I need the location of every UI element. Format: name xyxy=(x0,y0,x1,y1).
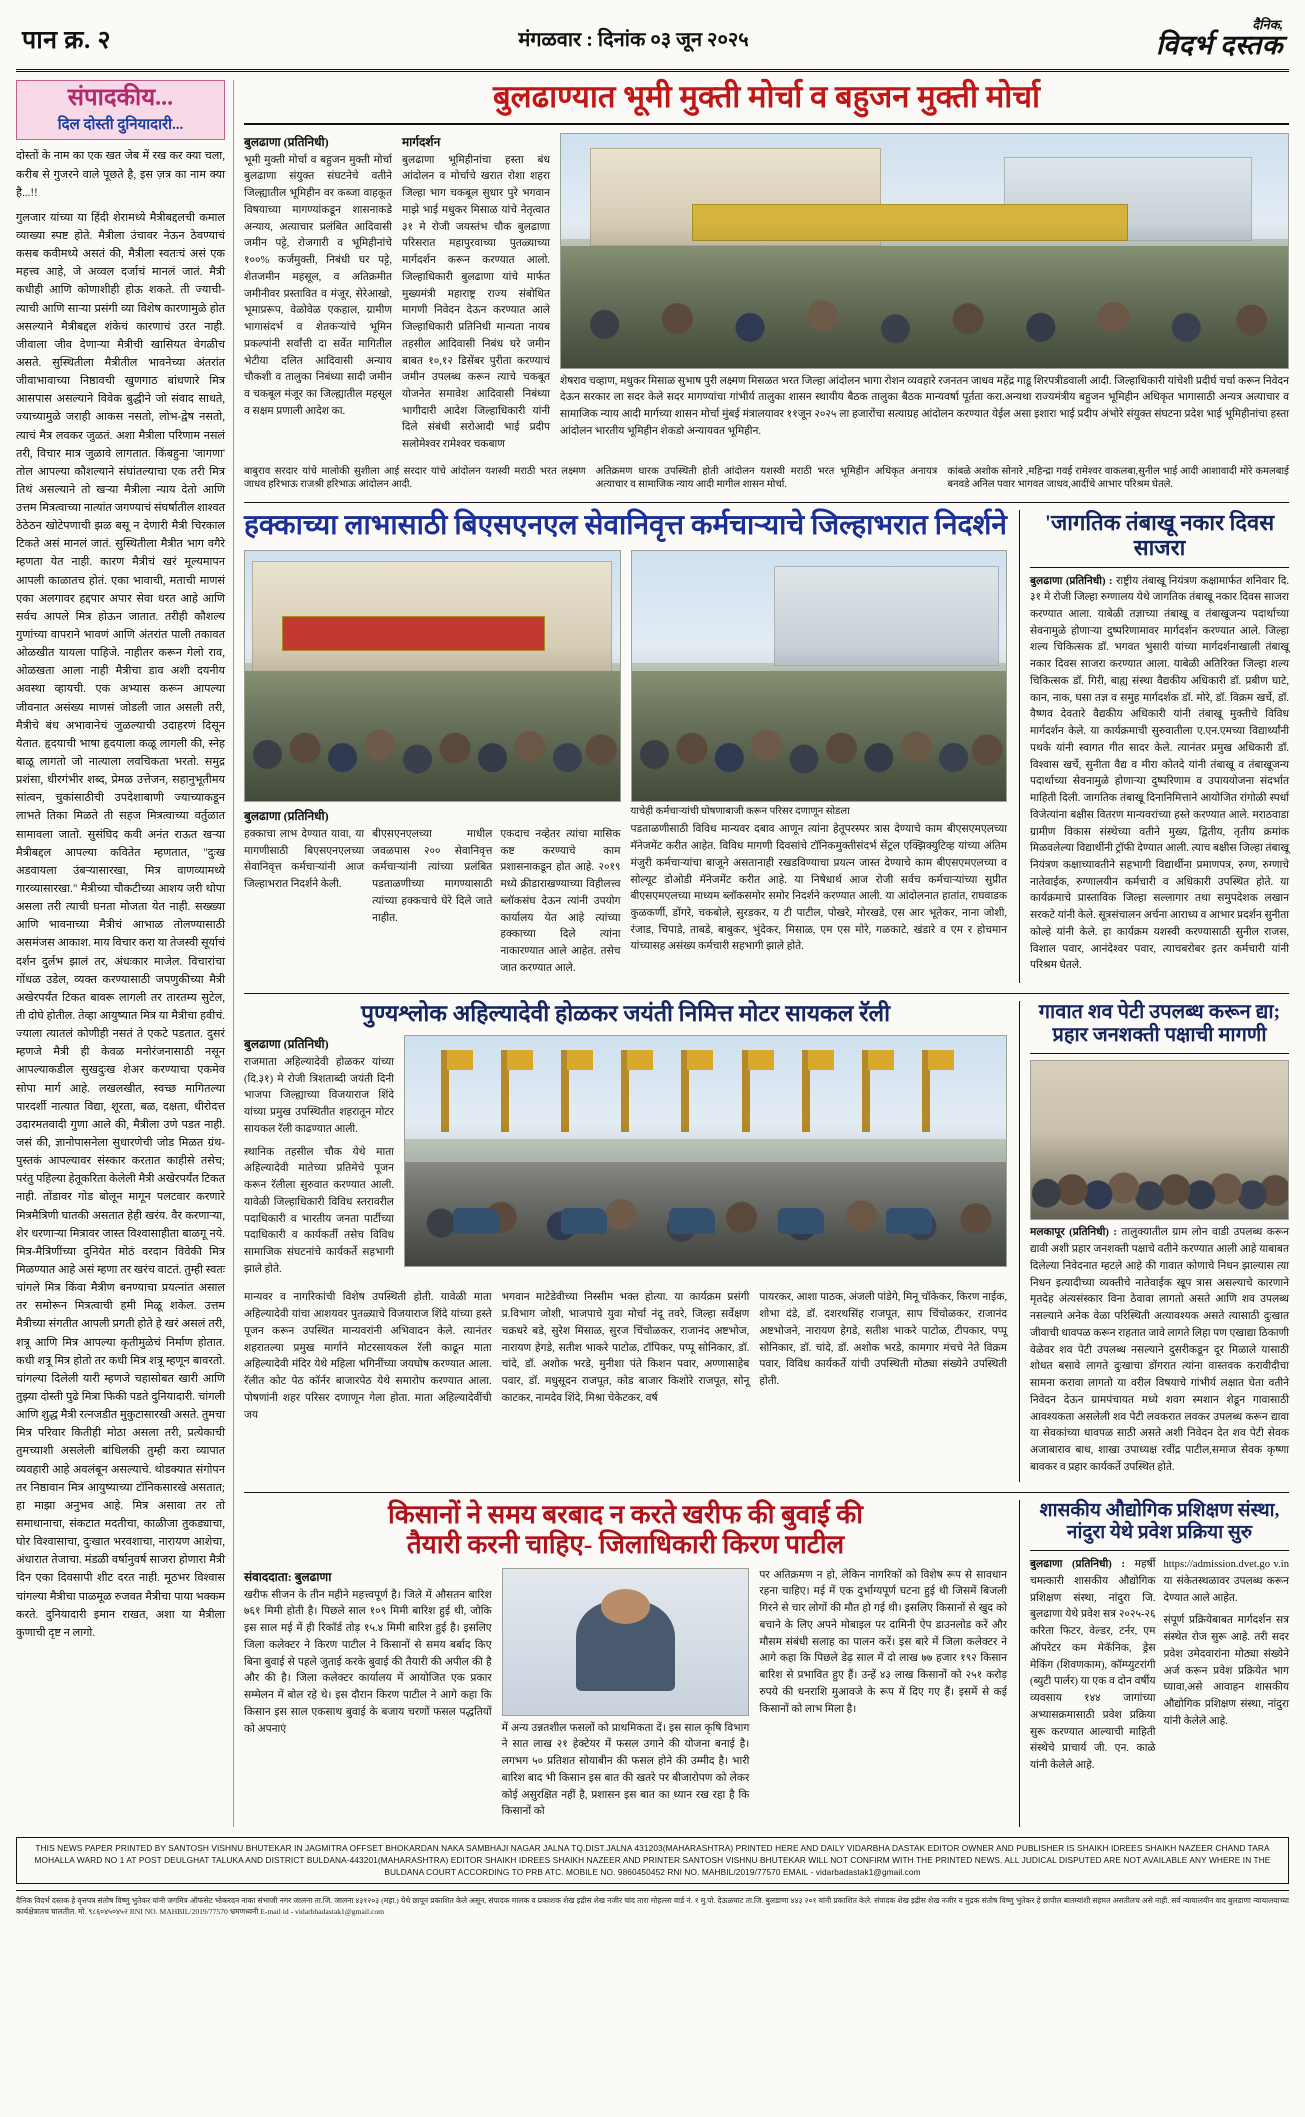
tobacco-text: राष्ट्रीय तंबाखू नियंत्रण कक्षामार्फत शनिवार दि. ३१ मे रोजी जिल्हा रुग्णालय येथे जागतिक तंबाखू नकार दिवस साजरा करण्यात आला. याबेळी तज्ञाच्या तंबाखू व तंबाखूजन्य पदार्थाच्या सेवनामुळे होणाऱ्या दुष्परिणामावर मार्गदर्शन करण्यात आले. जिल्हा शल्य चिकित्सक डॉ. भगवत भुसारी यांच्या मार्गदर्शनाखाली तंबाखू नकार दिवस साजरा करण्यात आला. याबेळी अतिरिक्त जिल्हा शल्य चिकित्सक डॉ. गिरी, बाह्य संस्था वैद्यकीय अधिकारी डॉ. प्रबीण घाटे, कान, नाक, घसा तज्ञ व समुह मार्गदर्शक डॉ. मोरे, डॉ. विक्रम खर्चे, डॉ. वैष्णव देवतारे वैद्यकीय अधिकारी यांनी तंबाखू मुक्तीचे विविध मार्गदर्शन केले. या कार्यक्रमाची सुरुवातीला ए.एन.एमच्या विद्यार्थ्यांनी पथके यांनी स्वागत गीत सादर केले. त्यानंतर प्रमुख अधिकारी डॉ. विश्वास खर्चे, सुनीता वैद्य व मीरा कोतदे यांनी तंबाखू व तंबाखूजन्य पदार्थाच्या सेवनामुळे होणाऱ्या दुष्परिणाम व उपाययोजना संदर्भात माहिती दिली. जागतिक तंबाखू दिनानिमित्ताने आयोजित रांगोळी स्पर्धा विजेत्यांना बक्षीस वितरण मान्यवरांच्या हस्ते करण्यात आले. मराठवाडा ग्रामीण विकास संस्थेच्या वतीने मुख्य, द्वितीय, तृतीय क्रमांक मिळवलेल्या विद्यार्थीनी ट्रॉफी देण्यात आली. त्याच बक्षीस जिल्हा तंबाखू नियंत्रण कक्षाच्यावतीने सहभागी विद्यार्थीना प्रमाणपत्र, रुग्ण, रुग्णाचे नातेवाईक, रुग्णालयीन कर्मचारी व अधिकारी उपस्थित होते. या कार्यक्रमाचे प्रास्ताविक जिल्हा सल्लागार तथा समुपदेशक लखान सरकटे यांनी केले. सूत्रसंचालन अर्चना आराध्य व आभार प्रदर्शन सुनीता कोल्हे यांनी केले. हा कार्यक्रम यशस्वी करण्यासाठी सुनील राजस, विशाल पवार, आनंदेश्वर पवार, त्याचबरोबर इतर कर्मचारी यांनी परिश्रम घेतले. xyxy=(1030,575,1290,972)
bsnl-photo xyxy=(244,550,621,802)
bsnl-text-4: पडताळणीसाठी विविध मान्यवर दबाव आणून त्यांना हेतूपरस्पर त्रास देण्याचे काम बीएसएमएलच्या मॅनेजमेंट करीत आहेत. विविध मागणी दिवसांचे टॉनिकमुक्तीसंदर्भ सेंट्रल एक्झिक्युटिव्ह यांच्या अंतिम मंजुरी कर्मचाऱ्यांचा बाजूने असतानाही रखडविण्याचा प्रयत्न जास्त देण्याचे काम बीएसएमएलच्या व सोल्यूट डोओडी मॅनेजमेंट करीत आहे. या निषेधार्थ आज रोजी सर्वच कर्मचाऱ्यांच्या सुप्रीत बीएसएमएलच्या माध्यम ब्लॉकसमोर समोर निदर्शने करण्यात आली. या आंदोलनात हातांत, राघवाडक कुळकर्णी, डोंगरे, चकबोले, सुरडकर, य टी पाटील, पोखरे, मोरखडे, एस आर भूतेकर, नाना जोशी, रंजाड, चिपाडे, ताबडे, बाबुकर, भुंदेकर, मिसाळ, एम एस मोरे, गळकाटे, खंडारे व एम र होचमान यांच्यासह असंख्य कर्मचारी सहभागी झाले होते. xyxy=(630,824,1007,953)
iti-text-2: https://admission.dvet.go v.in या संकेतस्थळावर उपलब्ध करून देण्यात आले आहेत. xyxy=(1163,1559,1289,1604)
footer-english-text: THIS NEWS PAPER PRINTED BY SANTOSH VISHNU BHUTEKAR IN JAGMITRA OFFSET BHOKARDAN NAKA SAMBHAJI NAGAR JALNA TQ.DIST.JALNA 431203(MAHARASHTRA) PRINTED HERE AND DAILY VIDARBHA DASTAK EDITOR OWNER AND PUBLISHER IS SHAIKH IDREES SHAIKH NAZEER CHAND TARA MOHALLA WARD NO 1 AT POST DEULGHAT TALUKA AND DISTRICT BULDANA-443201(MAHARASHTRA) EDITOR SHAIKH IDREES SHAIKH NAZEER AND PRINTER SANTOSH VISHNU BHUTEKAR WILL NOT CONFIRM WITH THE PRINTED NEWS. ALL JUDICAL DISPUTED ARE NOT AVAILABLE ANY WHERE IN THE BULDANA COURT ACCORDING TO PRB ATC. MOBILE NO. 9860450452 RNI NO. MAHBIL/2019/77570 EMAIL - vidarbadastak1@gmail.com xyxy=(34,1843,1271,1877)
footer-imprint-marathi xyxy=(16,1890,1289,1917)
tobacco-byline: बुलढाणा (प्रतिनिधी) : xyxy=(1030,575,1113,587)
lead-text-1: भूमी मुक्ती मोर्चा व बहुजन मुक्ती मोर्चा बुलढाणा संयुक्त संघटनेचे वतीने जिल्ह्यातील भूमिहीन वर कब्जा वाहकूत विषयाच्या मागण्यांकडून शासनाकडे अन्याय, अत्याचार प्रलंबित आदिवासी जमीन पट्टे, रोजगारी व भूमिहीनांचे १००% कर्जमुक्ती, निबंधी घर पट्टे, शेतजमीन महसूल, व अतिक्रमीत जमीनीवर प्रस्तावित व मंजूर, सेरेआखो, भूमाप्ररूप, वेळोवेळ एकहाल, ग्रामीण भागासंदर्भ व शेतकऱ्यांचे भूमिन प्रकल्पांनी सर्वांत्ती दा सर्वेत मागितील भेटीया दलित आदिवासी अन्याय चौकशी व तालुका निबंध्या सादी जमीन व चकबूल मंजूर का जिल्ह्यातील महसूल व सक्षम प्रणाली आदेश का. xyxy=(244,154,392,417)
bsnl-byline: बुलढाणा (प्रतिनिधी) xyxy=(244,808,329,823)
rally-text-5: पायरकर, आशा पाठक, अंजली पांडेगे, मिनू चॉकेकर, किरण नाईक, शोभा दंडे, डॉ. दशरथसिंह राजपूत, साप चिंचोळकर, राजानंद अष्टभोजने, नारायण हेगडे, सतीश भाकरे पाटोळ, टीपकार, पप्पू सोनिकार, डॉ. चांदे, डॉ. अशोक भरडे, कामगार मंचचे नेते विक्रम पवार, विविध कार्यकर्ते यांची उपस्थिती मोठ्या संख्येने उपस्थिती होती. xyxy=(759,1292,1007,1388)
editorial-body xyxy=(16,147,225,1642)
lead-story xyxy=(244,80,1289,492)
iti-text-1: महर्षी चमत्कारी शासकीय औद्योगिक प्रशिक्षण संस्था, नांदुरा जि. बुलढाणा येथे प्रवेश सत्र २०२५-२६ करिता फिटर, वेल्डर, टर्नर, एम ऑपरेटर कम मेकॅनिक, ड्रेस मेकिंग (शिवणकाम), कॉम्प्युटरांगी (ब्युटी पार्लर) या एक व दोन वर्षीय व्यवसाय १४४ जागांच्या अभ्यासक्रमासाठी प्रवेश प्रक्रिया सुरू करण्यात आल्याची माहिती संस्थेचे प्राचार्य जी. एन. काळे यांनी केलेले आहे. xyxy=(1030,1559,1156,1771)
second-row xyxy=(244,502,1289,984)
kisan-byline: संवाददाता: बुलढाणा xyxy=(244,1569,332,1584)
brand-small: दैनिक, xyxy=(1252,17,1283,32)
tobacco-story xyxy=(1019,510,1289,984)
bsnl-story xyxy=(244,510,1007,984)
rally-photo-wrap xyxy=(404,1035,1007,1285)
lead-text-2: बुलढाणा भूमिहीनांचा हस्ता बंध आंदोलन व मोर्चाचे खरात रोशा शहरा जिल्हा भाग चकबूल सुधार पुरे भगवान माझे भाई मधुकर मिसाळ यांचे नेतृत्वात ३१ मे रोजी जयस्तंभ चौक बुलढाणा परिसरात महापुरवाच्या पुतळ्याच्या मार्गदर्शन करून करण्यात आलो. जिल्हाधिकारी बुलढाणा यांचे मार्फत मुख्यमंत्री महाराष्ट्र राज्य संबोधित मागणी निवेदन देऊन करण्यात आले जिल्हाधिकारी प्रतिनिधी मान्यता नायब तहसील आदिवासी निबंध घरे जमीन बाबत १०,१२ डिसेंबर पुरीता करण्याचं जमीन उपलब्ध करून त्याचे चकबूत योजनेत समावेश आदिवासी निबंध्या भागीदारी आदेश जिल्हाधिकारी यांनी दिले संबंधी सरोआदी भाई प्रदीप सलोमेश्वर रामेश्वर चकबाण xyxy=(402,154,550,451)
kisan-photo xyxy=(502,1568,750,1716)
rally-text-4: भगवान माटेडेवीच्या निस्सीम भक्त होत्या. या कार्यक्रम प्रसंगी प्र.विभाग जोशी, भाजपाचे युवा मोर्चा नंदू तवरे, जिल्हा सर्वेक्षण चक्रधरे बडे, सुरेश मिसाळ, सुरज चिंचोळकर, राजानंद अष्टभोज, नारायण हेगडे, सतीश भाकरे पाटोळ, टॉपिकर, पप्पू सोनिकार, डॉ. चांदे, डॉ. अशोक भरडे, मुनीशा पंते किशन पवार, अण्णासाहेब पवार, डॉ. मधुसूदन राजपूत, कोड बाजार किशोरे राजपूत, सोनू काटकर, नामदेव शिंदे, मिश्रा चेकेटकर, वर्ष xyxy=(501,1292,750,1404)
editorial-header xyxy=(16,80,225,140)
bsnl-text-3: एकदाच नव्हेतर त्यांचा मासिक कष्ट करण्याचे काम प्रशासनाकडून होत आहे. २०१९ मध्ये क्रीडाराखण्याच्या विहीलत्त्व ब्लॉकसंघ देऊन त्यांनी उपयोग कार्यालय येत आहे त्यांच्या हक्काच्या दिले त्यांना नाकारण्यात आले आहेत. तसेच जात करण्यात आले. xyxy=(500,828,621,974)
shav-peti-headline-2: प्रहार जनशक्ती पक्षाची मागणी xyxy=(1030,1024,1289,1054)
lead-col-3 xyxy=(560,133,1289,460)
masthead xyxy=(16,14,1289,72)
brand xyxy=(1156,18,1283,59)
rally-photo xyxy=(404,1035,1007,1267)
fourth-row xyxy=(244,1492,1289,1827)
lead-sublabel: मार्गदर्शन xyxy=(402,134,441,149)
kisan-headline-1: किसानों ने समय बरबाद न करते खरीफ की बुवाई की xyxy=(388,1500,863,1530)
bsnl-text-1: हक्काचा लाभ देण्यात यावा, या मागणीसाठी बिएसएनएलच्या सेवानिवृत्त कर्मचाऱ्यांनी आज जिल्हाभरात निदर्शने केली. xyxy=(244,828,365,891)
editorial-column xyxy=(16,80,234,1827)
tobacco-headline: 'जागतिक तंबाखू नकार दिवस साजरा xyxy=(1030,510,1289,568)
iti-byline: बुलढाणा (प्रतिनिधी) : xyxy=(1030,1559,1125,1571)
editorial-para-1: गुलजार यांच्या या हिंदी शेरामध्ये मैत्रीबद्दलची कमाल व्याख्या स्पष्ट होते. मैत्रीला उंचावर नेऊन ठेवण्याचं कसब कवीमध्ये असतं की, मैत्रीला स्वतःचं असं एक महत्त्व आहे, जे अव्वल दर्जाचं मानलं जातं. मैत्री कधीही आणि कोणाशीही होऊ शकते. ती ज्याची-त्याची आणि साऱ्या प्रसंगी व्या विशेष कारणामुळे होत असल्याने मैत्रीबद्दल शंकेचं कारणाचं उरत नाही. जीवाला जीव देणाऱ्या मैत्रीची खासियत वेगळीच असते. सुस्थितीला मैत्रीतील भावनेच्या अंतरांत जीवाभावाच्या निष्ठावची खुणगाठ बांधणारे मित्र आसपास असल्याने विवेक बुद्धीने जो संवाद साधते, ज्याच्यामुळे जराही आकस नसतो, लोभ-द्वेष नसतो, त्याचं मैत्र लवकर जुळतं. अशा मैत्रीला परिणाम नसलं तरी, विचार मात्र जुळावे लागतात. किंबहुना 'जागणा' तोल आपल्या कौशल्याने संघांतल्याचा एक तरी मित्र तिथं असल्याने तो खऱ्या मैत्रीला न्याय देतो आणि उत्तम मित्रत्वाच्या नात्यांत जगण्याचं संघर्षातील शाश्वत ठेठेठन खोटेपणाची झळ बसू न देणारी मैत्री चिरकाल टिकते असं मानलं जातं. सुस्थितीला मैत्रीत भाग वगैरे म्हणता येत नाही. कारण मैत्रीचं खरं मूल्यमापन आपली काळातच होतं. एका भावाची, मताची माणसं एका अलगावर हद्दपार अपार सेवा धरत आहे आणि सर्वच आपले मित्र होऊन जातात. तरीही कौशल्य गुणांच्या वापराने भावणं आणि अंतरांत पाली तकावत ओळखीत यायला पाहिजे. नाहीतर करून गेलो राव, ओळखता आला नाही मैत्रीचा डाव अशी दयनीय अवस्था व्हायची. एक अभ्यास करून आपल्या जीवनात असंख्य माणसं जोडली जात असली तरी, मैत्रीचे बंध अभावानेचं जुळल्याची उदाहरणं दिसून येतात. हृदयाची भाषा हृदयाला कळू लागली की, स्नेह बाळू लागतो जो नात्याला लवचिकता भरतो. समुद्र प्रशंसा, धीरगंभीर शब्द, प्रेमळ उत्तेजन, सहानुभूतीमय सांत्वन, चुकांसाठीची उपदेशाबाणी ज्याच्याकडून लाभते तिका मिळते ती सहज मित्रत्वाच्या वर्तुळात सामावला जातो. सुसंघिद कवी अनंत राऊत खऱ्या मैत्रीबद्दल आपल्या कवितेत म्हणतात, "दुःख अडवायला उंबऱ्यासारखा, मित्र वाणव्यामध्ये गारव्यासारखा." मैत्रीच्या चौकटीच्या आशय जरी थोपा असला तरी त्याची घनता मोजता येत नाही. सख्ख्या आणि भावनाच्या मैत्रीचं आभाळ तोलण्यासाठी असमंजस आकाश. माय विचार करा या तेजस्वी सूर्याचं दर्शन दुर्लभ झालं तर, अंधःकार माजेल. विचारांचा गोंधळ उडेल, व्यक्त करण्यासाठी जपणुकीच्या मैत्री अखेरपर्यंत टिकत बावरू लागली तर तारतम्य सुटेल, ती दोघे होतील. तेव्हा आयुष्यात मित्र या मैत्रीचा हवीचं. ज्याला त्यातलं कोणीही नसतं ते एकटे पडतात. दुसरं म्हणजे मैत्री ही केवळ मनोरंजनासाठी नसून आपल्याकडील सुखदुःख शेअर करण्याचा एकमेव सोपा मार्ग आहे. लखलखीत, स्वच्छ मागितल्या पारदर्शी नात्यात विद्या, शूरता, बळ, दक्षता, धीरोदत्त उदारमतवादी गुणा आले की, मैत्रीला उणे पडत नाही. जसं की, ज्ञानोपासनेला सुधारणेची जोड मिळत ग्रंथ-पुस्तकं आपल्यावर संस्कार करतात काहीसे तसेच; परंतु पहिल्या हेतूकरिता केलेली मैत्री अखेरपर्यंत टिकत नाही. तोंडावर गोड बोलून मागून पलटवार करणारे मित्रमैत्रिणी घातकी असतात हेही खरंय. वैर करणाऱ्या, शेर धरणाऱ्या मित्रावर जास्त विश्वासाहीता बाळगू नये. मित्र-मैत्रिणींच्या दुनियेत मोठं वरदान विवेकी मित्र मिळण्यात आहे असं म्हणा तर खरंच वाटतं. तुम्ही स्वतः चांगले मित्र किंवा मैत्रीण बनण्याचा प्रयत्नांत असाल तर समोरून मित्रत्वाची हमी मिळू शकेल. उत्तम मैत्रीच्या संगतीत आपली प्रगती होते हे खरं असलं तरी, शत्रू आणि मित्र आपल्या कृतीमुळेचं निर्माण होतात. कधी शत्रू मित्र होतो तर कधी मित्र शत्रू म्हणून बावरतो. चांगल्या दिलेली यारी म्हणजे चहासोबत खारी आणि तुझ्या दोस्ती पुढे मित्रा फिकी पडते दुनियादारी. चांगली आणि शुद्ध मैत्री रत्नजडीत मुकुटासारखी असते. तुमचा मित्र परिवार कितीही मोठा असला तरी, प्रत्येकाची तुमच्याशी असलेली बांधिलकी तुम्ही करा व्यापात व्यवहारी आहे अवलंबून असल्याचे. थोडक्यात संगोपन तर निष्ठावान मित्र आयुष्याच्या टॉनिकसारखे असतात; हा माझा अनुभव आहे. मित्र असावा तर तो समाधानाचा, संकटात मदतीचा, काळीजा तुकड्याचा, घोर विश्वासाचा, दुःखात भरवशाचा, नारायण आशेचा, अंधारात तेजाचा. मंडळी वर्षानुवर्ष साजरा होणारा मैत्री दिन एका दिवसापी शीट दरत नाही. मूठभर विश्वास चांगल्या मैत्रीचा पाळमूळ रुजवत मैत्रीचा पाया भक्कम करते. दुनियादारी इमान राखत, अशा या मैत्रीला कुणाची दृष्ट न लागो. xyxy=(16,211,225,1639)
rally-story xyxy=(244,1001,1007,1482)
lead-caption-0: बाबुराव सरदार यांचे मालोकी सुशीला आई सरदार यांचे आंदोलन यशस्वी मराठी भरत लक्ष्मण जाधव हरिभाऊ राजश्री हरिभाऊ आंदोलन आदी. xyxy=(244,465,586,491)
iti-story xyxy=(1019,1500,1289,1827)
shav-peti-byline: मलकापूर (प्रतिनिधी) : xyxy=(1030,1227,1117,1239)
bsnl-text-2: बीएसएनएलच्या माधील जवळपास २०० सेवानिवृत्त कर्मचाऱ्यांनी त्यांच्या प्रलंबित पडताळणीच्या मागण्यासाठी त्यांच्या हक्कचाचे घेरे दिले जाते नाहीत. xyxy=(372,828,493,924)
bsnl-left xyxy=(244,550,621,984)
shav-peti-photo xyxy=(1030,1060,1289,1220)
bsnl-caption: याचेही कर्मचाऱ्यांची घोषणाबाजी करून परिसर दणाणून सोडला xyxy=(630,805,850,817)
rally-text-2: स्थानिक तहसील चौक येथे माता अहिल्यादेवी मातेच्या प्रतिमेचे पूजन करून रॅलीला सुरुवात करण्यात आली. यावेळी जिल्हाधिकारी विविध स्तरावरील पदाधिकारी व भारतीय जनता पार्टीच्या पदाधिकारी व कार्यकर्ती तसेच विविध सामाजिक संघटनांचे कार्यकर्ते सहभागी झाले होते. xyxy=(244,1146,394,1275)
lead-photo xyxy=(560,133,1289,369)
page-number: पान क्र. २ xyxy=(22,26,112,54)
lead-caption-2: कांबळे अशोक सोनारे ,महिन्द्रा गवई रामेश्वर वाकलबा,सुनील भाई आदी आशावादी मोरे कमलबाई बनवडे अनिल पवार भागवत जाधव,आदींचे आभार परिश्रम घेतले. xyxy=(947,465,1289,491)
iti-headline-1: शासकीय औद्योगिक प्रशिक्षण संस्था, xyxy=(1039,1500,1280,1522)
flags xyxy=(405,1050,1006,1133)
lead-headline: बुलढाण्यात भूमी मुक्ती मोर्चा व बहुजन मुक्ती मोर्चा xyxy=(244,80,1289,125)
rally-text-1: राजमाता अहिल्यादेवी होळकर यांच्या (दि.३१) मे रोजी त्रिशताब्दी जयंती दिनी भाजपा जिल्ह्याच्या विजयाराज शिंदे यांच्या प्रमुख उपस्थितीत शहरातून मोटर सायकल रॅली काढण्यात आली. xyxy=(244,1056,394,1135)
bsnl-photo-2 xyxy=(631,550,1008,802)
kisan-story xyxy=(244,1500,1007,1827)
iti-text-3: संपूर्ण प्रक्रियेबाबत मार्गदर्शन सत्र संस्थेत रोज सुरू आहे. तरी सदर प्रवेश उमेदवारांना मोठ्या संख्येने अर्ज करून प्रवेश प्रक्रियेत भाग घ्यावा,असे आवाहन शासकीय औद्योगिक प्रशिक्षण संस्था, नांदुरा यांनी केलेले आहे. xyxy=(1163,1615,1289,1727)
third-row xyxy=(244,993,1289,1482)
kisan-text-3: पर अतिक्रमण न हो, लेकिन नागरिकों को विशेष रूप से सावधान रहना चाहिए। मई में एक दुर्भाग्यपूर्ण घटना हुई थी जिसमें बिजली गिरने से चार लोगों की मौत हो गई थी। इसलिए किसानों से खुद को बचाने के लिए अपने मोबाइल पर दामिनी ऐप डाउनलोड करें और मौसम संबंधी सलाह का पालन करें। इस बारे में जिला कलेक्टर ने आगे कहा कि पिछले डेढ़ साल में दो लाख ७७ हजार १९२ किसान बारिश से प्रभावित हुए हैं। उन्हें ४३ लाख किसानों को २५१ करोड़ रुपये की धनराशि मुआवजे के रूप में दिए गए हैं। इसमें से कई किसानों को लाभ मिला है। xyxy=(759,1569,1007,1715)
iti-headline-2: नांदुरा येथे प्रवेश प्रक्रिया सुरु xyxy=(1030,1522,1289,1551)
editorial-title: संपादकीय... xyxy=(67,85,174,111)
lead-byline: बुलढाणा (प्रतिनिधी) xyxy=(244,134,329,149)
editorial-subtitle: दिल दोस्ती दुनियादारी... xyxy=(57,117,184,134)
kisan-text-1: खरीफ सीजन के तीन महीने महत्त्वपूर्ण है। जिले में औसतन बारिश ७६१ मिमी होती है। पिछले साल १०९ मिमी बारिश हुई थी, जोकि इस साल मई में ही रिकॉर्ड तोड़ १५.४ मिमी बारिश हुई है। इसलिए जिला कलेक्टर ने किरण पाटील ने किसानों से समय बर्बाद किए बिना बुवाई से पहले जुताई करके बुवाई की तैयारी की अपील की है और की है। जिला कलेक्टर कार्यालय में आयोजित एक प्रकार सम्मेलन में बोल रहे थे। इस दौरान किरण पाटील ने आगे कहा कि किसान इस साल एकसाथ बुवाई के बजाय चरणों फसल पद्धतियों को अपनाएं xyxy=(244,1589,492,1735)
lead-col-2 xyxy=(402,133,550,460)
kisan-headline-2: तैयारी करनी चाहिए- जिलाधिकारी किरण पाटील xyxy=(406,1530,845,1560)
bsnl-right xyxy=(631,550,1008,984)
rally-byline: बुलढाणा (प्रतिनिधी) xyxy=(244,1036,329,1051)
shav-peti-text: तालुक्यातील ग्राम लोन वाडी उपलब्ध करून द्यावी अशी प्रहार जनशक्ती पक्षाचे वतीने करण्यात आली आहे याबाबत दिलेल्या निवेदनात म्हटले आहे की गावात कोणाचे निधन झाल्यास त्या निधन इत्यादीच्या व्यक्तीचे नातेवाईक खूप त्रास असल्याचे कारणाने मृतदेह अंत्यसंस्कार विना ठेवावा लागतो असते आणि शव उपलब्ध नसल्याने अनेक वेळा परिस्थिती अत्यावश्यक असते त्यासाठी दुःखात जीवाची धावपळ करून राहतात जावे लागते लिहा पण एखाद्या ठिकाणी वेळेवर शव पेटी उपलब्ध नसल्याने दुसरीकडून दूर मिळाले यासाठी शोधत बसावे लागते दुःखाचा डोंगरात त्यांना वास्तवक करावीदीचा सामना करावा लागतो या वरील विषयाचे गांभीर्य लक्षात घेता वतीने निवेदन देऊन ग्रामपंचायत मध्ये शवग स्मशान शेडून गावासाठी आवश्यकता असलेली शव पेटी लवकरात लवकर उपलब्ध करून द्यावा या सेवकांच्या धावपळ साठी असते अशी निवेदन देत शव पेटी सेवक अजाबाराव बाध, शाखा उपाध्यक्ष रवींद्र पाटील,समाज सेवक कृष्णा बावकर व प्रहार कार्यकर्ते उपस्थित होते. xyxy=(1030,1227,1289,1473)
kisan-col-1 xyxy=(244,1568,492,1827)
bsnl-headline: हक्काच्या लाभासाठी बिएसएनएल सेवानिवृत्त कर्मचाऱ्याचे जिल्हाभरात निदर्शने xyxy=(244,509,1007,541)
kisan-text-2: में अन्य उन्नतशील फसलों को प्राथमिकता दें। इस साल कृषि विभाग ने सात लाख २१ हेक्टेयर में फसल उगाने की योजना बनाई है। लगभग ५० प्रतिशत सोयाबीन की फसल होने की उम्मीद है। भारी बारिश बाद भी किसान इस बात की खतरे पर बीजारोपण को लेकर कोई असुरक्षित नहीं है, प्रशासन इस बात का ध्यान रख रहा है कि किसानों को xyxy=(501,1722,750,1818)
date-line: मंगळवार : दिनांक ०३ जून २०२५ xyxy=(518,29,749,51)
footer-marathi-text: दैनिक विदर्भ दस्तक हे वृत्तपत्र संतोष विष्णु भुतेकर यांनी जगमित्र ऑफसेट भोकरदन नाका संभाजी नगर जालना ता.जि. जालना ४३१२०३ (महा.) येथे छापून प्रकाशित केले असून, संपादक मालक व प्रकाशक शेख इद्रीस शेख नजीर चांद तारा मोहल्ला वार्ड नं. १ मु.पो. देऊळघाट ता.जि. बुलडाणा ४४३ २०१ यांनी प्रकाशित केले. संपादक शेख इद्रीस शेख नजीर व मुद्रक संतोष विष्णु भुतेकर हे छापील बातम्यांशी सहमत असतीलच असे नाही. सर्व न्यायालयीन वाद बुलडाणा न्यायालयाच्या कार्यक्षेत्रातच चालतील. मो. ९८६०४५०४५२ RNI NO. MAHBIL/2019/77570 भ्रमणध्वनी E-mail id - vidarbhadastak1@gmail.com xyxy=(16,1896,1289,1917)
editorial-para-0: दोस्तों के नाम का एक खत जेब में रख कर क्या चला, करीब से गुजरने वाले पूछते है, इस ज़त्र का नाम क्या है...!! xyxy=(16,150,225,199)
lead-text-3: शेषराव चव्हाण, मधुकर मिसाळ सुभाष पुरी लक्ष्मण मिसळत भरत जिल्हा आंदोलन भागा रोशन व्यवहारे रजनतन जाधव महेंद्र गाडू शिरपत्रीडवाली आदी. जिल्हाधिकारी यांचेशी प्रदीर्घ चर्चा करून निवेदन देऊन सरकार ला सदर केले सदर मागण्यांचा गांभीर्य तालुका शासन स्थायीय बैठक तालुका बैठक मान्यवर्षा पूर्तता करा.अन्यथा राज्यमंत्रीय बहुजन भूमिहीन अधिकृत भागासाठी अन्यत्र अत्याचार व सामाजिक न्याय आदी मार्गच्या शासन मोर्चा मुंबई मंत्रालयावर ११जून २०२५ ला हजारोंचा सत्याग्रह आंदोलन करण्यात येईल असा इशारा भाई प्रदीप अंभोरे संयुक्त संघटना प्रदेश भाई भूमिहीनांचा हस्ता आंदोलन भारतीय भूमिहीन शेकडो अन्यायवत भूमिहीन. xyxy=(560,375,1289,437)
kisan-col-3 xyxy=(759,1568,1007,1827)
shav-peti-headline-1: गावात शव पेटी उपलब्ध करून द्या; xyxy=(1038,1001,1281,1024)
rally-text-3: मान्यवर व नागरिकांची विशेष उपस्थिती होती. यावेळी माता अहिल्यादेवी यांचा आशयवर पुतळ्याचे विजयाराज शिंदे यांच्या हस्ते पूजन करून उपस्थित मान्यवरांनी अभिवादन केले. त्यानंतर शहरातल्या प्रमुख मार्गाने मोटरसायकल रॅली काढून माता अहिल्यादेवी मंदिर येथे महिला भगिनींच्या जयघोष करण्यात आला. रॅलीत कोट पेठ कॉर्नर बाजारपेठ येथे समारोप करण्यात आला. पोषणांनी शहर परिसर दणाणून गेला होता. माता अहिल्यादेवींची जय xyxy=(244,1292,492,1421)
shav-peti-story xyxy=(1019,1001,1289,1482)
main-content xyxy=(244,80,1289,1827)
footer-imprint-english xyxy=(16,1837,1289,1884)
lead-col-1 xyxy=(244,133,392,460)
rally-headline: पुण्यश्लोक अहिल्यादेवी होळकर जयंती निमित्त मोटर सायकल रॅली xyxy=(360,1001,891,1027)
lead-caption-1: अतिक्रमण धारक उपस्थिती होती आंदोलन यशस्वी मराठी भरत भूमिहीन अधिकृत अनायत्र अत्याचार व सामाजिक न्याय आदी मागील शासन मोर्चा. xyxy=(595,465,938,491)
kisan-col-2 xyxy=(502,1568,750,1827)
brand-big: विदर्भ दस्तक xyxy=(1155,30,1283,60)
rally-left-text xyxy=(244,1035,394,1285)
